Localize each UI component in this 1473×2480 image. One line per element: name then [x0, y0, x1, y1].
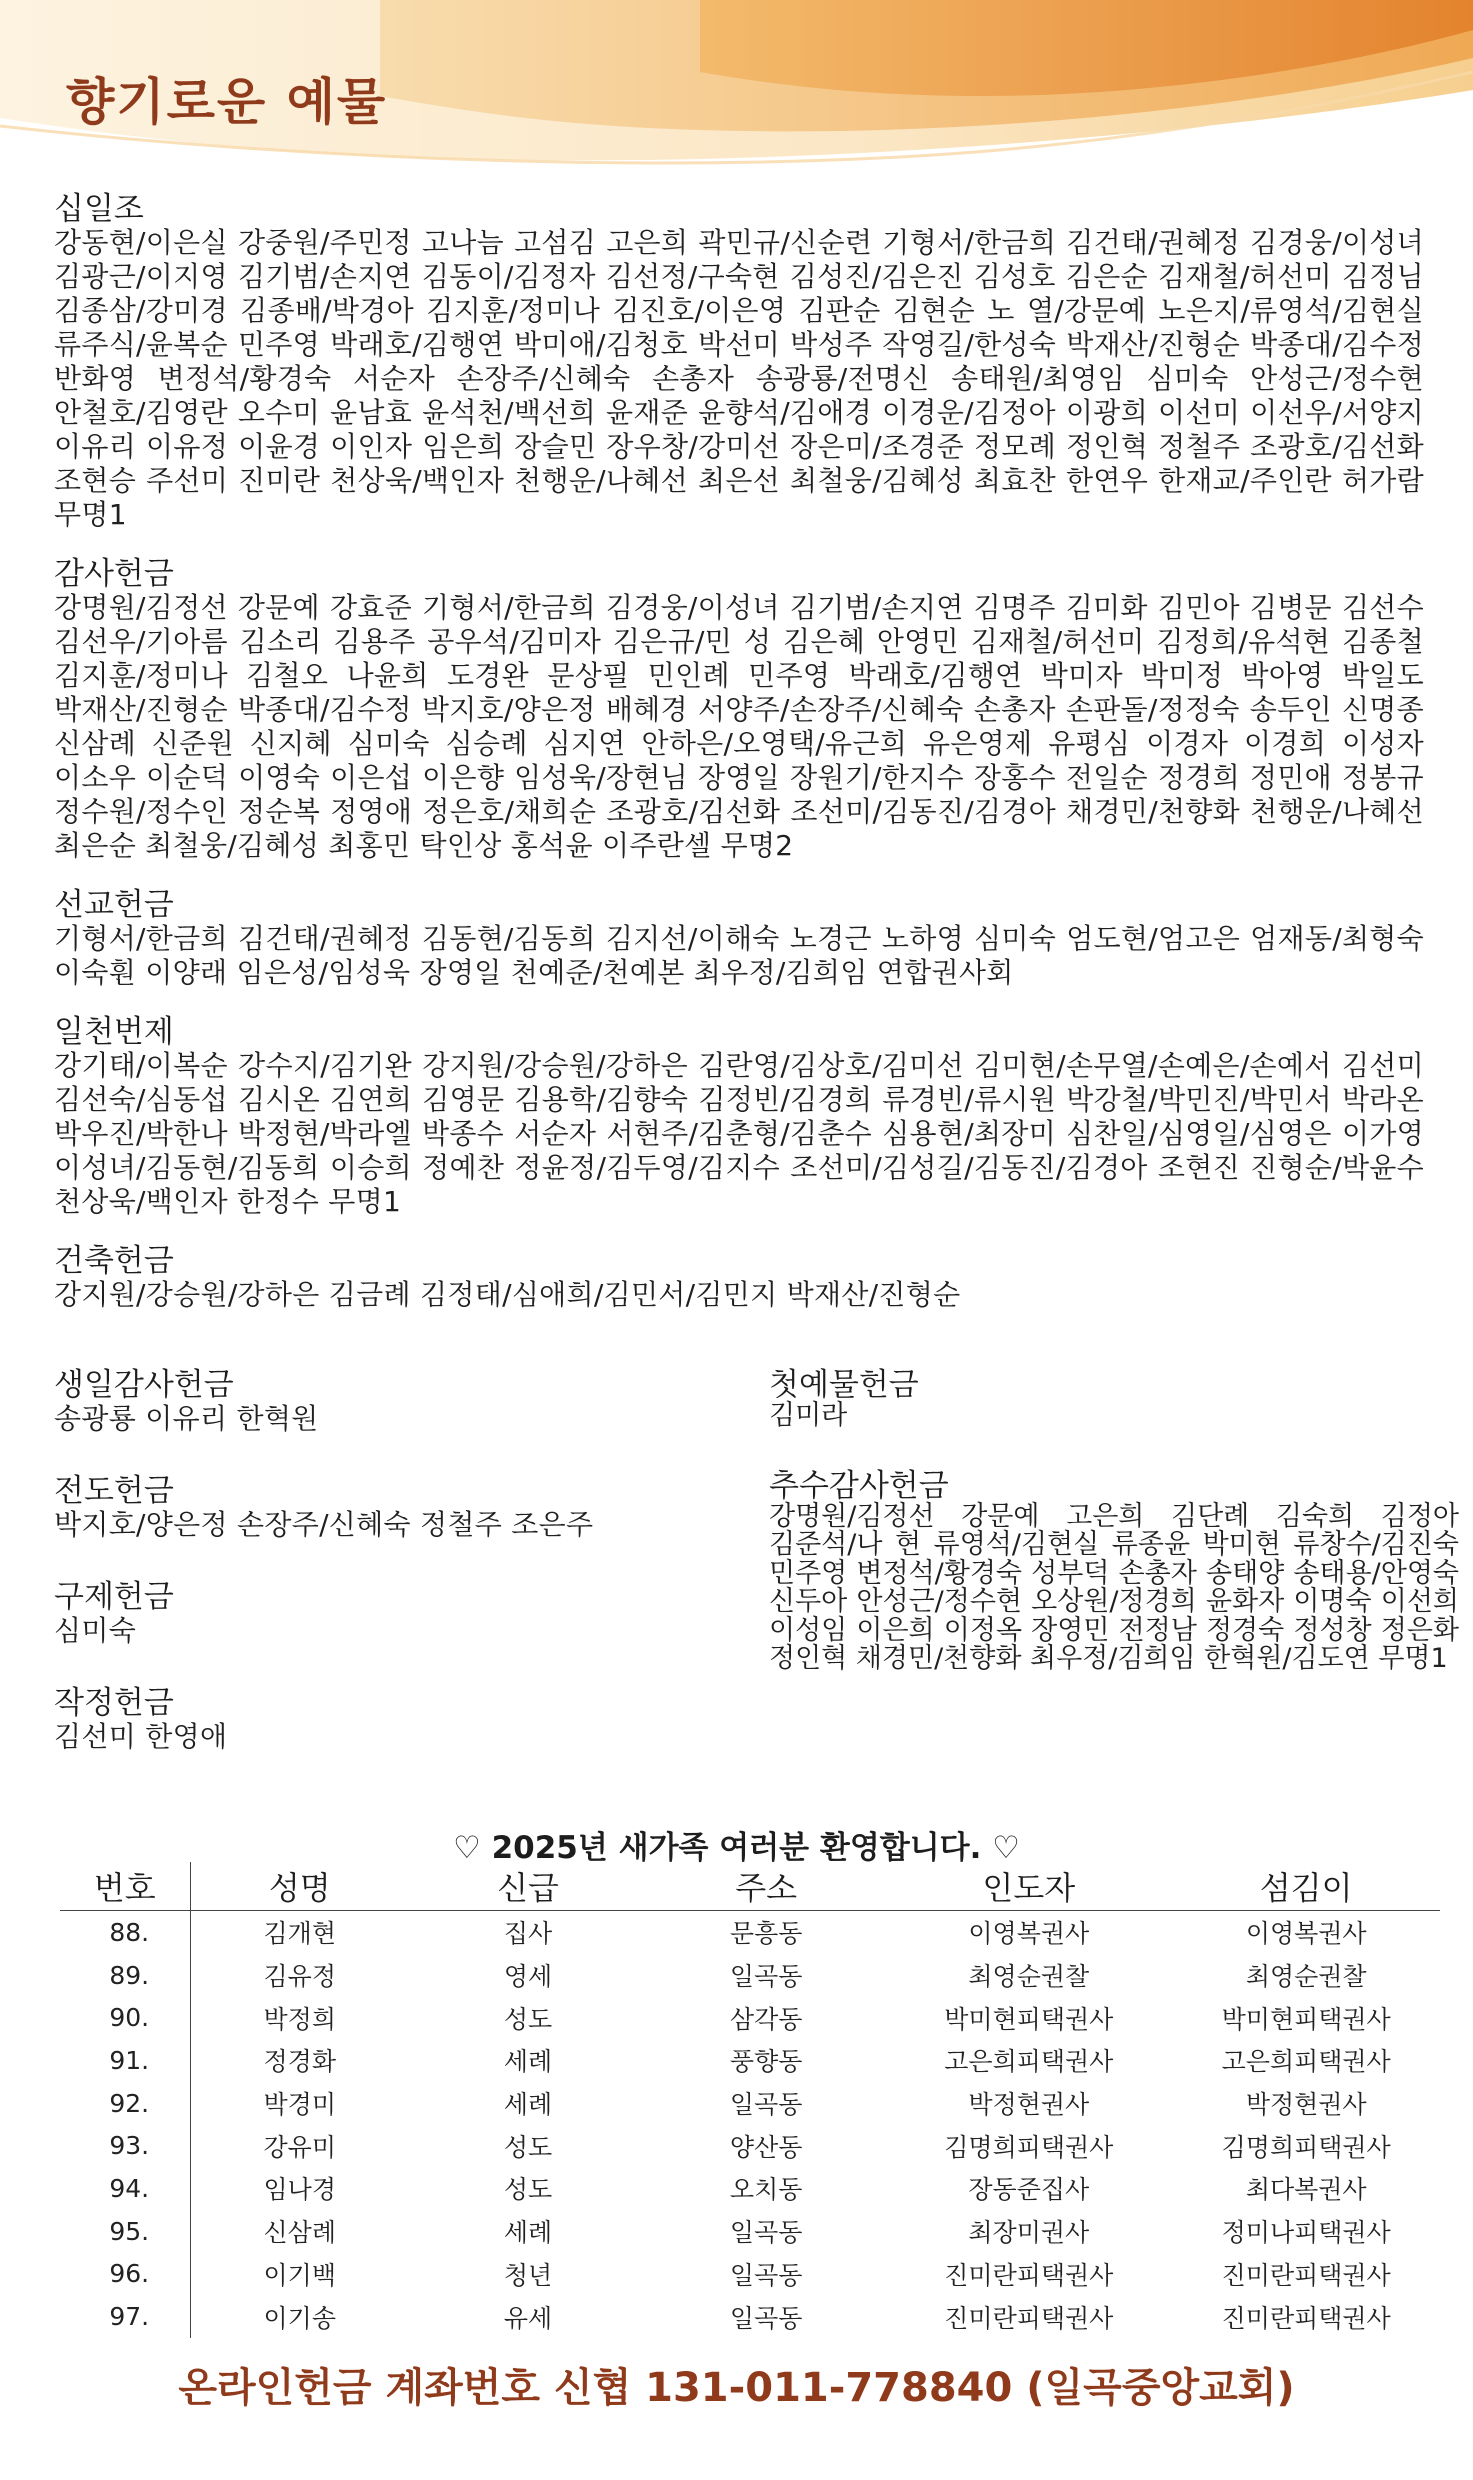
table-row — [60, 2039, 1440, 2082]
cell-caretaker: 진미란피택권사 — [1221, 2260, 1391, 2290]
cell-address: 일곡동 — [729, 2090, 803, 2120]
section-names: 강기태/이복순 강수지/김기완 강지원/강승원/강하은 김란영/김상호/김미선 김미현/손무열/손예은/손예서 김선미 김선숙/심동섭 김시온 김연희 김영문 김용학/김향숙 김정빈/김경희 류경빈/류시원 박강철/박민진/박민서 박라온 박우진/박한나 박정현/박라엘 박종수 서순자 서현주/김춘형/김춘수 심용현/최장미 심찬일/심영일/심영은 이가영 이성녀/김동현/김동희 이승희 정예찬 정윤정/김두영/김지수 조선미/김성길/김동진/김경아 조현진 진형순/박윤수 천상욱/백인자 한정수 무명1 — [54, 1049, 1424, 1218]
section-title: 추수감사헌금 — [769, 1467, 949, 1504]
cell-name: 김개현 — [263, 1919, 336, 1949]
cell-number: 95. — [60, 2210, 190, 2253]
cell-number: 92. — [60, 2082, 190, 2125]
cell-number: 90. — [60, 1996, 190, 2039]
section-title: 작정헌금 — [54, 1685, 174, 1721]
table-row — [60, 2167, 1440, 2210]
section-title: 생일감사헌금 — [54, 1367, 234, 1403]
section-thanksgiving — [54, 557, 1424, 863]
section-names: 강명원/김정선 강문예 고은희 김단례 김숙희 김정아 김준석/나 현 류영석/김현실 류종윤 박미현 류창수/김진숙 민주영 변정석/황경숙 성부덕 손총자 송태양 송태용/안영숙 신두아 안성근/정수현 오상원/정경희 윤화자 이명숙 이선희 이성임 이은희 이정옥 장영민 전정남 정경숙 정성창 정은화 정인혁 채경민/천향화 최우정/김희임 한혁원/김도연 무명1 — [769, 1500, 1459, 1674]
cell-rank: 청년 — [503, 2260, 553, 2290]
cell-name: 박정희 — [263, 2004, 336, 2034]
section-title: 건축헌금 — [54, 1243, 174, 1279]
cell-caretaker: 박미현피택권사 — [1221, 2004, 1391, 2034]
section-mission — [54, 888, 1424, 990]
section-thousand-offering — [54, 1015, 1424, 1219]
cell-referrer: 장동준집사 — [968, 2175, 1090, 2205]
right-column — [769, 1368, 1459, 1699]
new-member-table — [60, 1862, 1440, 2338]
section-names: 김미라 — [769, 1400, 848, 1431]
table-row — [60, 2253, 1440, 2296]
section-title: 전도헌금 — [54, 1473, 174, 1509]
column-header: 섬김이 — [1172, 1862, 1440, 1911]
cell-referrer: 진미란피택권사 — [944, 2260, 1114, 2290]
cell-referrer: 박정현권사 — [968, 2090, 1090, 2120]
cell-address: 일곡동 — [729, 2260, 803, 2290]
welcome-heading: ♡ 2025년 새가족 여러분 환영합니다. ♡ — [453, 1830, 1020, 1866]
cell-caretaker: 이영복권사 — [1245, 1919, 1367, 1949]
column-header: 신급 — [409, 1862, 647, 1911]
cell-rank: 세례 — [503, 2218, 553, 2248]
left-column — [54, 1368, 754, 1779]
cell-caretaker: 최영순권찰 — [1245, 1962, 1367, 1992]
column-header: 성명 — [190, 1862, 409, 1911]
table-row — [60, 2295, 1440, 2338]
section-pledge — [54, 1686, 754, 1754]
table-row — [60, 2124, 1440, 2167]
two-column-sections — [54, 1367, 1459, 1768]
cell-number: 93. — [60, 2124, 190, 2167]
section-harvest — [769, 1469, 1459, 1674]
cell-referrer: 김명희피택권사 — [944, 2132, 1114, 2162]
section-names: 김선미 한영애 — [54, 1720, 228, 1753]
section-title: 첫예물헌금 — [769, 1367, 919, 1403]
cell-address: 일곡동 — [729, 2303, 803, 2333]
table-row — [60, 2210, 1440, 2253]
page-title: 향기로운 예물 — [66, 73, 388, 131]
cell-rank: 세례 — [503, 2047, 553, 2077]
offering-sections — [54, 192, 1424, 1337]
table-row — [60, 1996, 1440, 2039]
cell-caretaker: 최다복권사 — [1245, 2175, 1367, 2205]
section-evangelism — [54, 1474, 754, 1542]
section-title: 일천번제 — [54, 1014, 174, 1050]
cell-rank: 성도 — [503, 2004, 553, 2034]
cell-number: 97. — [60, 2295, 190, 2338]
cell-name: 정경화 — [263, 2047, 336, 2077]
table-row — [60, 1954, 1440, 1997]
section-title: 십일조 — [54, 191, 144, 227]
cell-name: 박경미 — [263, 2090, 336, 2120]
cell-name: 이기백 — [263, 2260, 336, 2290]
online-offering-account: 온라인헌금 계좌번호 신협 131-011-778840 (일곡중앙교회) — [178, 2365, 1295, 2411]
cell-caretaker: 김명희피택권사 — [1221, 2132, 1391, 2162]
section-names: 박지호/양은정 손장주/신혜숙 정철주 조은주 — [54, 1508, 594, 1541]
table-row — [60, 1911, 1440, 1954]
column-header: 번호 — [60, 1862, 190, 1911]
cell-name: 이기송 — [263, 2303, 336, 2333]
cell-caretaker: 고은희피택권사 — [1221, 2047, 1391, 2077]
section-building — [54, 1244, 1424, 1312]
cell-number: 96. — [60, 2253, 190, 2296]
cell-referrer: 최영순권찰 — [968, 1962, 1090, 1992]
cell-referrer: 최장미권사 — [968, 2218, 1090, 2248]
cell-address: 문흥동 — [729, 1919, 803, 1949]
cell-caretaker: 박정현권사 — [1245, 2090, 1367, 2120]
cell-address: 오치동 — [729, 2175, 803, 2205]
section-names: 기형서/한금희 김건태/권혜정 김동현/김동희 김지선/이해숙 노경근 노하영 심미숙 엄도현/엄고은 엄재동/최형숙 이숙훤 이양래 임은성/임성욱 장영일 천예준/천예본 최우정/김희임 연합권사회 — [54, 922, 1424, 989]
column-header: 인도자 — [885, 1862, 1172, 1911]
cell-caretaker: 정미나피택권사 — [1221, 2218, 1391, 2248]
cell-address: 일곡동 — [729, 2218, 803, 2248]
section-names: 강동현/이은실 강중원/주민정 고나늠 고섬김 고은희 곽민규/신순련 기형서/한금희 김건태/권혜정 김경웅/이성녀 김광근/이지영 김기범/손지연 김동이/김정자 김선정/구숙현 김성진/김은진 김성호 김은순 김재철/허선미 김정님 김종삼/강미경 김종배/박경아 김지훈/정미나 김진호/이은영 김판순 김현순 노 열/강문예 노은지/류영석/김현실 류주식/윤복순 민주영 박래호/김행연 박미애/김청호 박선미 박성주 작영길/한성숙 박재산/진형순 박종대/김수정 반화영 변정석/황경숙 서순자 손장주/신혜숙 손총자 송광룡/전명신 송태원/최영임 심미숙 안성근/정수현 안철호/김영란 오수미 윤남효 윤석천/백선희 윤재준 윤향석/김애경 이경운/김정아 이광희 이선미 이선우/서양지 이유리 이유정 이윤경 이인자 임은희 장슬민 장우창/강미선 장은미/조경준 정모례 정인혁 정철주 조광호/김선화 조현승 주선미 진미란 천상욱/백인자 천행운/나혜선 최은선 최철웅/김혜성 최효찬 한연우 한재교/주인란 허가람 무명1 — [54, 226, 1424, 531]
section-title: 구제헌금 — [54, 1579, 174, 1615]
cell-rank: 성도 — [503, 2132, 553, 2162]
section-names: 강명원/김정선 강문예 강효준 기형서/한금희 김경웅/이성녀 김기범/손지연 김명주 김미화 김민아 김병문 김선수 김선우/기아름 김소리 김용주 공우석/김미자 김은규/민 성 김은혜 안영민 김재철/허선미 김정희/유석현 김종철 김지훈/정미나 김철오 나윤희 도경완 문상필 민인례 민주영 박래호/김행연 박미자 박미정 박아영 박일도 박재산/진형순 박종대/김수정 박지호/양은정 배혜경 서양주/손장주/신혜숙 손총자 손판돌/정정숙 송두인 신명종 신삼례 신준원 신지혜 심미숙 심승례 심지연 안하은/오영택/유근희 유은영제 유평심 이경자 이경희 이성자 이소우 이순덕 이영숙 이은섭 이은향 임성욱/장현님 장영일 장원기/한지수 장홍수 전일순 정경희 정민애 정봉규 정수원/정수인 정순복 정영애 정은호/채희순 조광호/김선화 조선미/김동진/김경아 채경민/천향화 천행운/나혜선 최은순 최철웅/김혜성 최홍민 탁인상 홍석윤 이주란셀 무명2 — [54, 591, 1424, 862]
section-names: 송광룡 이유리 한혁원 — [54, 1402, 319, 1435]
cell-referrer: 고은희피택권사 — [944, 2047, 1114, 2077]
cell-referrer: 박미현피택권사 — [944, 2004, 1114, 2034]
cell-rank: 유세 — [503, 2303, 553, 2333]
cell-number: 91. — [60, 2039, 190, 2082]
cell-rank: 세례 — [503, 2090, 553, 2120]
table-header-row — [60, 1862, 1440, 1911]
cell-number: 94. — [60, 2167, 190, 2210]
cell-caretaker: 진미란피택권사 — [1221, 2303, 1391, 2333]
cell-address: 양산동 — [729, 2132, 803, 2162]
section-tithe — [54, 192, 1424, 532]
section-title: 감사헌금 — [54, 556, 174, 592]
cell-name: 임나경 — [263, 2175, 336, 2205]
cell-rank: 영세 — [503, 1962, 553, 1992]
cell-number: 88. — [60, 1911, 190, 1954]
cell-name: 김유정 — [263, 1962, 336, 1992]
section-relief — [54, 1580, 754, 1648]
section-names: 강지원/강승원/강하은 김금례 김정태/심애희/김민서/김민지 박재산/진형순 — [54, 1278, 961, 1311]
table-body — [60, 1911, 1440, 2338]
table-row — [60, 2082, 1440, 2125]
section-names: 심미숙 — [54, 1614, 137, 1647]
section-first-fruits — [769, 1368, 1459, 1431]
cell-address: 일곡동 — [729, 1962, 803, 1992]
cell-referrer: 진미란피택권사 — [944, 2303, 1114, 2333]
cell-number: 89. — [60, 1954, 190, 1997]
cell-name: 강유미 — [263, 2132, 336, 2162]
cell-name: 신삼례 — [263, 2218, 336, 2248]
column-header: 주소 — [647, 1862, 885, 1911]
cell-rank: 집사 — [503, 1919, 553, 1949]
cell-rank: 성도 — [503, 2175, 553, 2205]
cell-address: 삼각동 — [729, 2004, 803, 2034]
cell-address: 풍향동 — [729, 2047, 803, 2077]
cell-referrer: 이영복권사 — [968, 1919, 1090, 1949]
section-birthday — [54, 1368, 754, 1436]
section-title: 선교헌금 — [54, 887, 174, 923]
